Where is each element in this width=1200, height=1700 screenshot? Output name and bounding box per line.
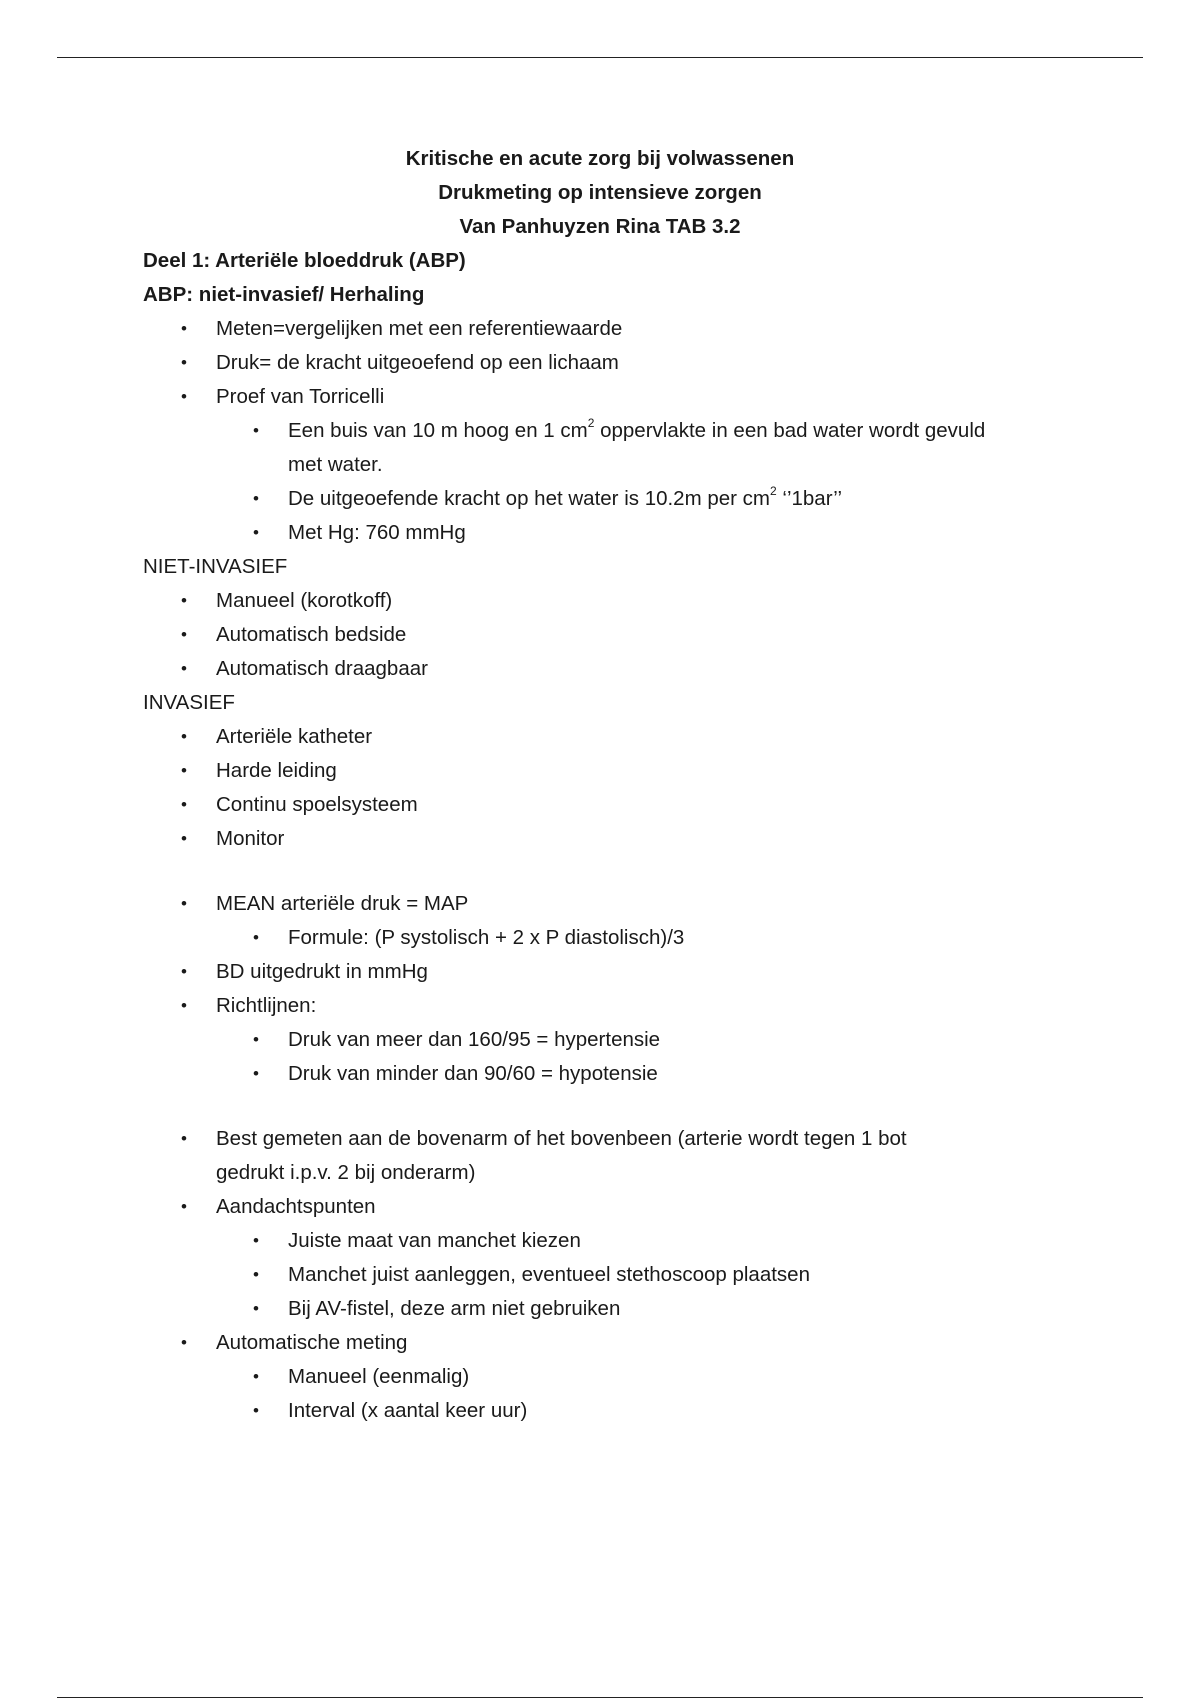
list-item: • Een buis van 10 m hoog en 1 $cm^2$ oppervlakte in een bad water wordt gevuld met water.	[143, 414, 1103, 482]
spacer	[143, 856, 1103, 887]
list-item: • Proef van Torricelli	[143, 380, 1103, 414]
list-item: • Arteriële katheter	[143, 720, 1103, 754]
list-item: • Manueel (korotkoff)	[143, 584, 1103, 618]
bullet-icon: •	[253, 1299, 259, 1318]
bullet-icon: •	[253, 1367, 259, 1386]
doc-title-line-2: Drukmeting op intensieve zorgen	[438, 181, 762, 204]
list-item: • BD uitgedrukt in mmHg	[143, 955, 1103, 989]
bullet-icon: •	[253, 1030, 259, 1049]
list-item: • Druk van minder dan 90/60 = hypotensie	[143, 1057, 1103, 1091]
bullet-icon: •	[253, 1265, 259, 1284]
bullet-icon: •	[253, 1401, 259, 1420]
bullet-icon: •	[253, 928, 259, 947]
bullet-icon: •	[253, 523, 259, 542]
bullet-icon: •	[181, 962, 187, 981]
bullet-icon: •	[181, 659, 187, 678]
bullet-icon: •	[181, 319, 187, 338]
list-item: • Juiste maat van manchet kiezen	[143, 1224, 1103, 1258]
bullet-icon: •	[181, 761, 187, 780]
bullet-icon: •	[181, 625, 187, 644]
heading-invasief: INVASIEF	[143, 691, 235, 714]
bullet-icon: •	[253, 489, 259, 508]
list-item: • Aandachtspunten	[143, 1190, 1103, 1224]
list-item: • Met Hg: 760 mmHg	[143, 516, 1103, 550]
list-item: • Monitor	[143, 822, 1103, 856]
list-item: • Bij AV-fistel, deze arm niet gebruiken	[143, 1292, 1103, 1326]
document-body	[143, 142, 1103, 1428]
list-item: • Automatisch bedside	[143, 618, 1103, 652]
list-item: • De uitgeoefende kracht op het water is 10.2m per $cm^2$ ‘’1bar’’	[143, 482, 1103, 516]
doc-title-line-1: Kritische en acute zorg bij volwassenen	[405, 147, 795, 170]
footer-rule	[57, 1697, 1143, 1698]
list-item: • Automatisch draagbaar	[143, 652, 1103, 686]
bullet-icon: •	[253, 421, 259, 440]
bullet-icon: •	[181, 795, 187, 814]
bullet-icon: •	[181, 727, 187, 746]
heading-abp: ABP: niet-invasief/ Herhaling	[143, 283, 425, 306]
list-item: • Manchet juist aanleggen, eventueel stethoscoop plaatsen	[143, 1258, 1103, 1292]
list-item: • Best gemeten aan de bovenarm of het bovenbeen (arterie wordt tegen 1 bot gedrukt i.p.v. 2 bij onderarm)	[143, 1122, 1103, 1190]
list-item: • MEAN arteriële druk = MAP	[143, 887, 1103, 921]
bullet-icon: •	[181, 829, 187, 848]
bullet-icon: •	[181, 591, 187, 610]
spacer	[143, 1091, 1103, 1122]
list-item: • Manueel (eenmalig)	[143, 1360, 1103, 1394]
list-item: • Interval (x aantal keer uur)	[143, 1394, 1103, 1428]
list-item: • Meten=vergelijken met een referentiewaarde	[143, 312, 1103, 346]
doc-title-line-3: Van Panhuyzen Rina TAB 3.2	[459, 215, 741, 238]
heading-niet-invasief: NIET-INVASIEF	[143, 555, 288, 578]
list-item: • Automatische meting	[143, 1326, 1103, 1360]
header-rule	[57, 57, 1143, 58]
list-item: • Druk van meer dan 160/95 = hypertensie	[143, 1023, 1103, 1057]
bullet-icon: •	[253, 1231, 259, 1250]
list-item: • Continu spoelsysteem	[143, 788, 1103, 822]
bullet-icon: •	[181, 894, 187, 913]
bullet-icon: •	[181, 1129, 187, 1148]
bullet-icon: •	[181, 1197, 187, 1216]
list-item: • Formule: (P systolisch + 2 x P diastolisch)/3	[143, 921, 1103, 955]
bullet-icon: •	[181, 353, 187, 372]
list-item: • Harde leiding	[143, 754, 1103, 788]
heading-part-1: Deel 1: Arteriële bloeddruk (ABP)	[143, 249, 466, 272]
list-item: • Richtlijnen:	[143, 989, 1103, 1023]
list-item: • Druk= de kracht uitgeoefend op een lichaam	[143, 346, 1103, 380]
bullet-icon: •	[181, 996, 187, 1015]
bullet-icon: •	[181, 387, 187, 406]
bullet-icon: •	[253, 1064, 259, 1083]
bullet-icon: •	[181, 1333, 187, 1352]
